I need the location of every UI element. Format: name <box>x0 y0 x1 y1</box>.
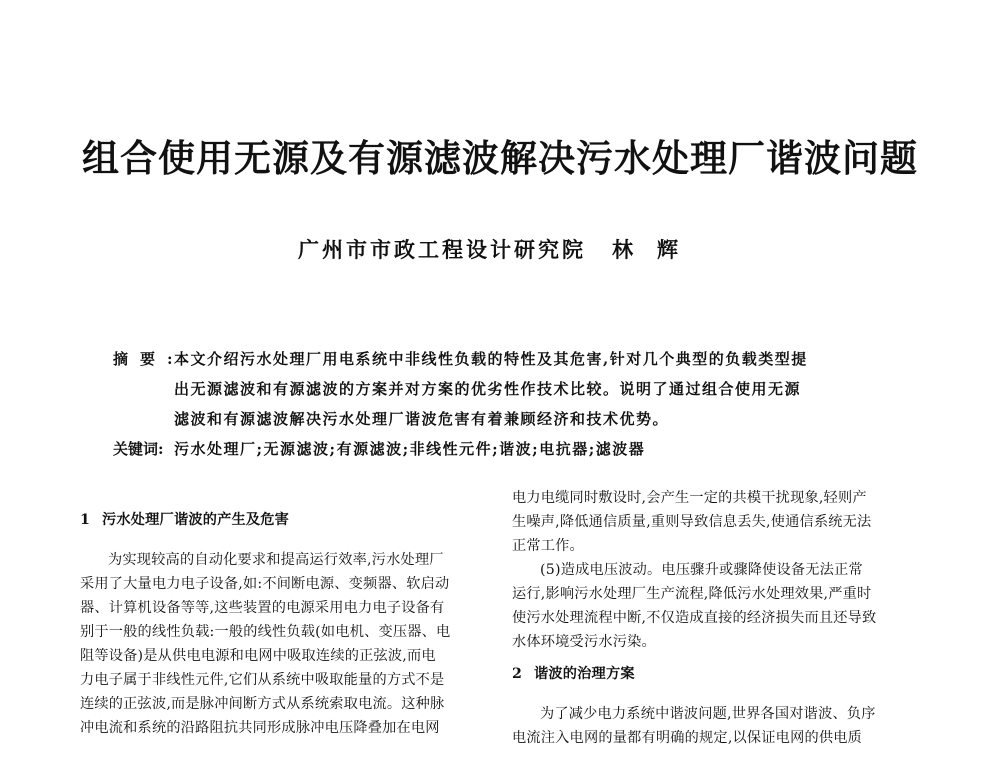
body-line: 电力电缆同时敷设时,会产生一定的共模干扰现象,轻则产 <box>512 490 867 506</box>
author-name: 林辉 <box>612 237 702 262</box>
body-line: 别于一般的线性负载:一般的线性负载(如电机、变压器、电 <box>80 624 451 640</box>
body-line: 阻等设备)是从供电电源和电网中吸取连续的正弦波,而电 <box>80 648 436 664</box>
body-line: 使污水处理流程中断,不仅造成直接的经济损失而且还导致 <box>512 610 877 626</box>
abstract-block <box>113 344 893 464</box>
abstract-line: 滤波和有源滤波解决污水处理厂谐波危害有着兼顾经济和技术优势。 <box>174 410 670 428</box>
abstract-text <box>174 344 893 434</box>
body-line: 水体环境受污水污染。 <box>512 634 656 650</box>
body-line: 冲电流和系统的沿路阻抗共同形成脉冲电压降叠加在电网 <box>80 720 440 736</box>
section-number: 1 <box>80 512 91 528</box>
abstract-label: 摘要: <box>113 350 185 368</box>
right-column <box>512 486 907 750</box>
body-line: 电流注入电网的量都有明确的规定,以保证电网的供电质 <box>512 730 863 746</box>
body-line: 正常工作。 <box>512 538 584 554</box>
abstract-row <box>113 344 893 434</box>
body-line: 为实现较高的自动化要求和提高运行效率,污水处理厂 <box>108 552 444 568</box>
keywords-text: 污水处理厂;无源滤波;有源滤波;非线性元件;谐波;电抗器;滤波器 <box>174 440 646 458</box>
body-line: 运行,影响污水处理厂生产流程,降低污水处理效果,严重时 <box>512 586 872 602</box>
section-heading <box>512 662 907 686</box>
keywords-label: 关键词: <box>113 440 164 458</box>
section-heading <box>80 508 475 532</box>
body-line: 采用了大量电力电子设备,如:不间断电源、变频器、软启动 <box>80 576 450 592</box>
paper-title: 组合使用无源及有源滤波解决污水处理厂谐波问题 <box>82 136 918 180</box>
abstract-line: 本文介绍污水处理厂用电系统中非线性负载的特性及其危害,针对几个典型的负载类型提 <box>174 350 808 368</box>
abstract-line: 出无源滤波和有源滤波的方案并对方案的优劣性作技术比较。说明了通过组合使用无源 <box>174 380 802 398</box>
left-column <box>80 500 475 740</box>
section-title: 谐波的治理方案 <box>534 666 635 682</box>
body-line: 连续的正弦波,而是脉冲间断方式从系统索取电流。这种脉 <box>80 696 445 712</box>
section-number: 2 <box>512 666 523 682</box>
author-line <box>0 234 1000 264</box>
author-affiliation: 广州市市政工程设计研究院 <box>298 237 586 262</box>
body-line: (5)造成电压波动。电压骤升或骤降使设备无法正常 <box>540 562 863 578</box>
section-title: 污水处理厂谐波的产生及危害 <box>102 512 290 528</box>
body-line: 为了减少电力系统中谐波问题,世界各国对谐波、负序 <box>540 706 876 722</box>
body-line: 器、计算机设备等等,这些装置的电源采用电力电子设备有 <box>80 600 445 616</box>
keywords-row <box>113 434 893 464</box>
body-line: 生噪声,降低通信质量,重则导致信息丢失,使通信系统无法 <box>512 514 872 530</box>
body-line: 力电子属于非线性元件,它们从系统中吸取能量的方式不是 <box>80 672 445 688</box>
